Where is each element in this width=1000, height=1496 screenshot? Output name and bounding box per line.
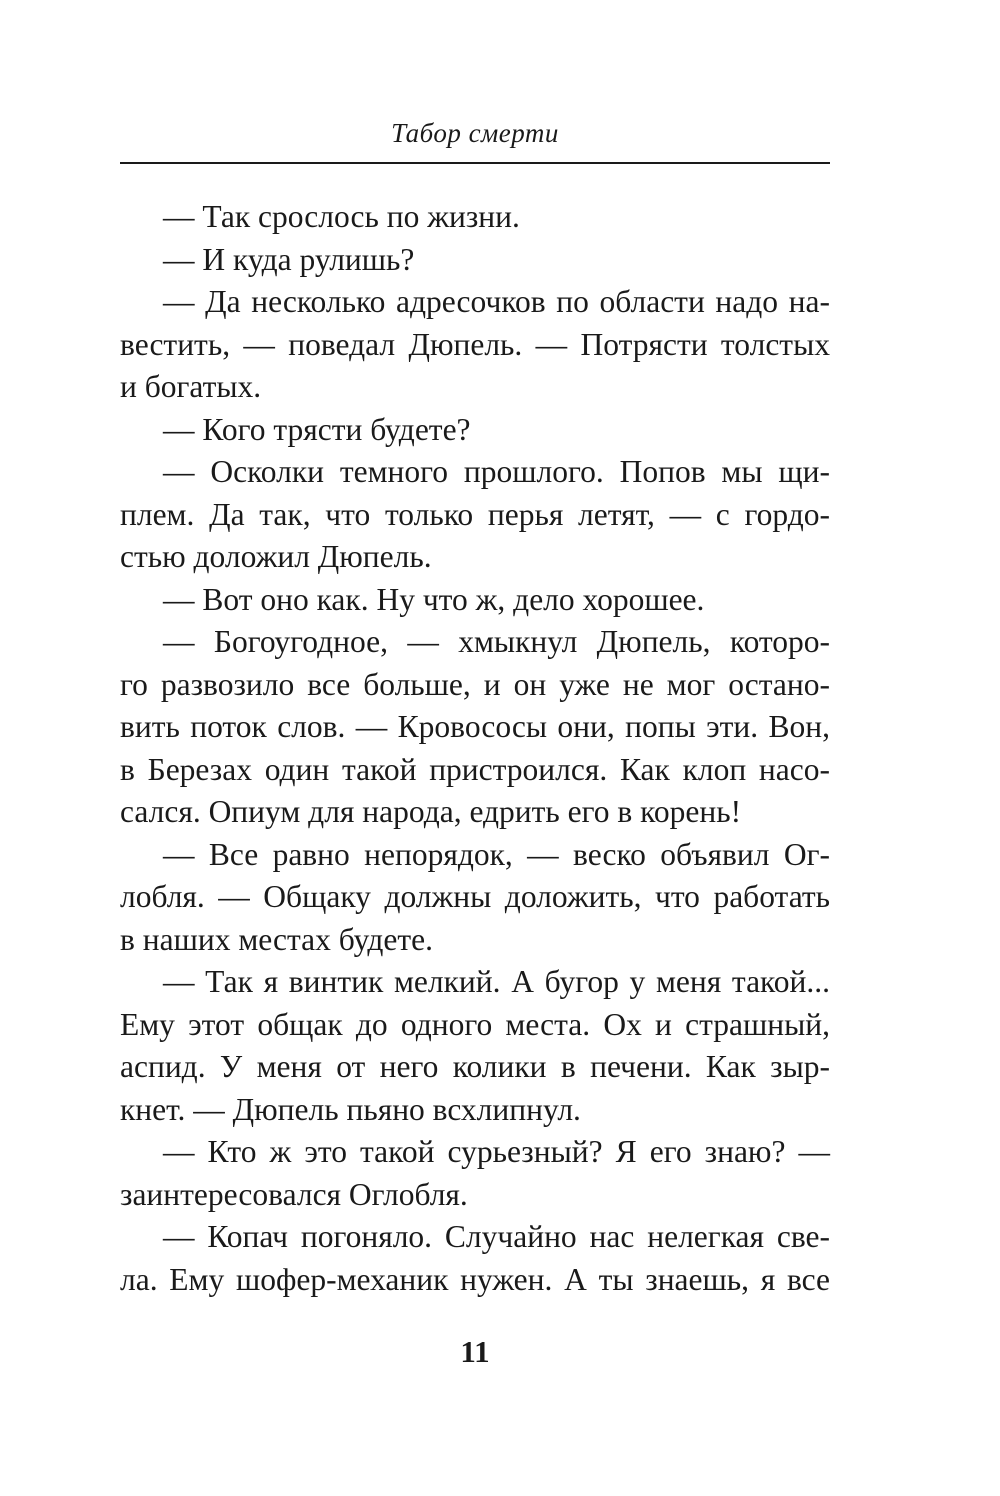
page-number: 11 [460, 1334, 490, 1369]
text-line: в наших местах будете. [120, 921, 433, 957]
text-line: — Кто ж это такой сурьезный? Я его знаю? — [163, 1134, 830, 1169]
text-line: кнет. — Дюпель пьяно всхлипнул. [120, 1091, 581, 1127]
text-line: сался. Опиум для народа, едрить его в корень! [120, 794, 742, 829]
body-text [120, 196, 830, 1301]
text-line: — Все равно непорядок, — веско объявил Ог- [163, 836, 830, 872]
text-line: Ему этот общак до одного места. Ох и страшный, [120, 1006, 830, 1042]
text-line: вестить, — поведал Дюпель. — Потрясти толстых [120, 326, 830, 362]
text-line: вить поток слов. — Кровососы они, попы эти. Вон, [120, 709, 830, 744]
text-line: — Богоугодное, — хмыкнул Дюпель, которо- [163, 624, 830, 659]
text-line: — Копач погоняло. Случайно нас нелегкая све- [163, 1219, 830, 1254]
text-line: плем. Да так, что только перья летят, — с гордо- [120, 496, 830, 532]
text-line: и богатых. [120, 369, 262, 404]
text-line: — Вот оно как. Ну что ж, дело хорошее. [163, 581, 705, 617]
running-title: Табор смерти [391, 118, 559, 148]
text-line: заинтересовался Оглобля. [120, 1176, 468, 1212]
text-line: — Да несколько адресочков по области надо на- [163, 284, 830, 319]
text-line: го развозило все больше, и он уже не мог остано- [120, 666, 830, 702]
text-line: — Кого трясти будете? [163, 411, 471, 447]
header-rule [120, 162, 830, 164]
text-line: — Так срослось по жизни. [163, 199, 520, 234]
text-line: аспид. У меня от него колики в печени. Как зыр- [120, 1049, 830, 1084]
text-line: стью доложил Дюпель. [120, 539, 432, 574]
text-line: в Березах один такой пристроился. Как клоп насо- [120, 751, 830, 787]
text-line: лобля. — Общаку должны доложить, что работать [120, 879, 830, 914]
text-line: ла. Ему шофер-механик нужен. А ты знаешь, я все [120, 1261, 830, 1297]
text-line: — И куда рулишь? [163, 241, 415, 277]
text-line: — Осколки темного прошлого. Попов мы щи- [163, 454, 830, 489]
text-line: — Так я винтик мелкий. А бугор у меня такой... [163, 964, 830, 999]
